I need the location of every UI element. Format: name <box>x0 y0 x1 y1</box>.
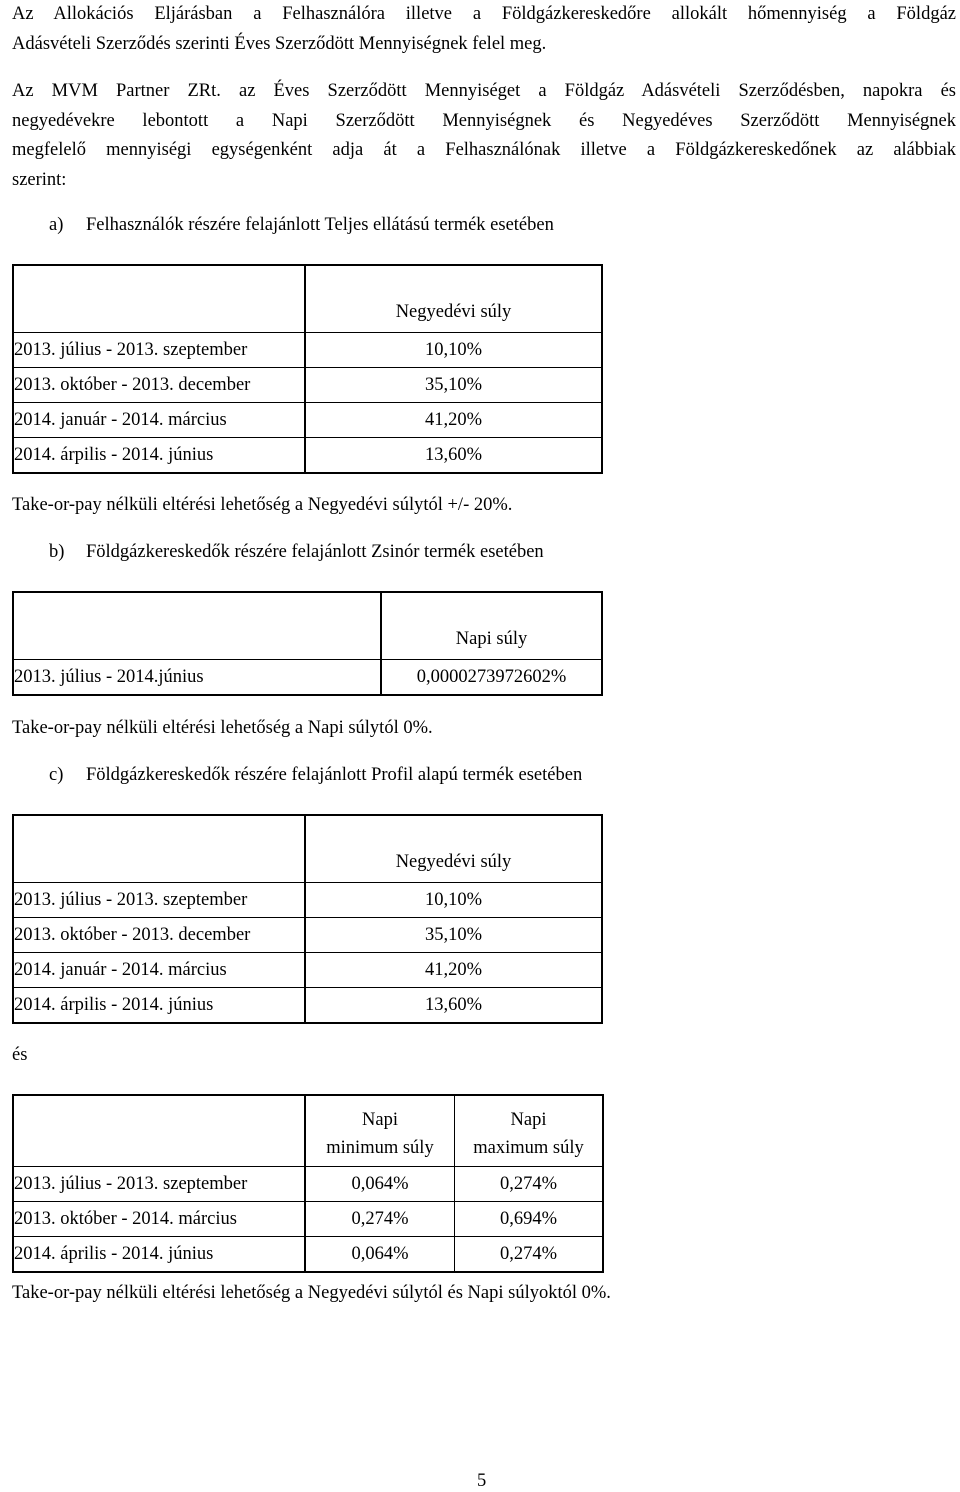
value-cell: 10,10% <box>305 333 602 368</box>
period-cell: 2013. október - 2013. december <box>13 918 305 953</box>
period-cell: 2013. július - 2013. szeptember <box>13 333 305 368</box>
intro-paragraph-1 <box>12 0 956 59</box>
section-title: Felhasználók részére felajánlott Teljes ellátású termék esetében <box>86 215 554 235</box>
daily-min-max-table <box>12 1094 604 1273</box>
table-row <box>13 660 602 696</box>
period-cell: 2014. január - 2014. március <box>13 403 305 438</box>
min-cell: 0,274% <box>305 1202 455 1237</box>
period-cell: 2013. július - 2013. szeptember <box>13 883 305 918</box>
min-cell: 0,064% <box>351 1244 409 1264</box>
period-cell: 2013. október - 2014. március <box>13 1202 305 1237</box>
value-cell: 35,10% <box>305 918 602 953</box>
section-a-heading <box>49 215 554 236</box>
column-header-min: Napi minimum súly <box>305 1095 455 1167</box>
table-row <box>13 403 602 438</box>
max-cell: 0,274% <box>455 1167 604 1202</box>
table-header-row <box>13 592 602 660</box>
value-cell: 41,20% <box>305 953 602 988</box>
section-c-heading <box>49 765 582 786</box>
list-label: b) <box>49 542 65 562</box>
table-header-row <box>13 265 602 333</box>
column-header-max: Napi maximum súly <box>455 1095 604 1167</box>
tolerance-note-a: Take-or-pay nélküli eltérési lehetőség a Negyedévi súlytól +/- 20%. <box>12 495 513 515</box>
table-row <box>13 1237 603 1273</box>
table-row <box>13 988 602 1024</box>
value-cell: 13,60% <box>424 445 483 465</box>
period-cell: 2014. árpilis - 2014. június <box>13 438 305 474</box>
column-header: Napi súly <box>381 592 602 660</box>
intro-paragraph-2 <box>12 77 956 195</box>
value-cell: 13,60% <box>424 995 483 1015</box>
period-cell: 2013. október - 2013. december <box>13 368 305 403</box>
list-label: c) <box>49 765 64 785</box>
table-header-row <box>13 815 602 883</box>
period-cell: 2014. január - 2014. március <box>13 953 305 988</box>
table-row <box>13 1202 603 1237</box>
text-line: szerint: <box>12 169 67 190</box>
period-cell: 2014. április - 2014. június <box>13 1237 305 1273</box>
daily-weight-table-b <box>12 591 603 696</box>
max-cell: 0,274% <box>455 1237 604 1273</box>
table-row <box>13 368 602 403</box>
quarterly-weight-table-a <box>12 264 603 474</box>
section-b-heading <box>49 542 544 563</box>
tolerance-note-c: Take-or-pay nélküli eltérési lehetőség a Negyedévi súlytól és Napi súlyoktól 0%. <box>12 1283 611 1303</box>
quarterly-weight-table-c <box>12 814 603 1024</box>
min-cell: 0,064% <box>305 1167 455 1202</box>
table-row <box>13 918 602 953</box>
text-line: Az Allokációs Eljárásban a Felhasználóra illetve a Földgázkereskedőre allokált hőmennyiség a Földgáz <box>12 4 956 24</box>
table-row <box>13 438 602 474</box>
column-header: Negyedévi súly <box>305 265 602 333</box>
table-row <box>13 1167 603 1202</box>
value-cell: 10,10% <box>305 883 602 918</box>
value-cell: 35,10% <box>305 368 602 403</box>
text-line: negyedévekre lebontott a Napi Szerződött Mennyiségnek és Negyedéves Szerződött Mennyiségnek <box>12 110 956 131</box>
connector-text: és <box>12 1045 28 1065</box>
column-header: Negyedévi súly <box>305 815 602 883</box>
list-label: a) <box>49 215 64 235</box>
section-title: Földgázkereskedők részére felajánlott Profil alapú termék esetében <box>86 765 583 785</box>
period-cell: 2013. július - 2013. szeptember <box>13 1167 305 1202</box>
period-cell: 2014. árpilis - 2014. június <box>13 988 305 1024</box>
tolerance-note-b: Take-or-pay nélküli eltérési lehetőség a Napi súlytól 0%. <box>12 718 433 738</box>
table-row <box>13 883 602 918</box>
table-row <box>13 333 602 368</box>
table-header-row <box>13 1095 603 1167</box>
section-title: Földgázkereskedők részére felajánlott Zsinór termék esetében <box>86 542 544 562</box>
period-cell: 2013. július - 2014.június <box>13 660 381 696</box>
table-row <box>13 953 602 988</box>
text-line: Adásvételi Szerződés szerinti Éves Szerződött Mennyiségnek felel meg. <box>12 33 547 54</box>
text-line: Az MVM Partner ZRt. az Éves Szerződött Mennyiséget a Földgáz Adásvételi Szerződésben, napokra és <box>12 81 956 101</box>
text-line: megfelelő mennyiségi egységenként adja át a Felhasználónak illetve a Földgázkereskedőnek az alábbiak <box>12 140 956 160</box>
value-cell: 0,0000273972602% <box>416 667 567 687</box>
page-number: 5 <box>477 1471 487 1491</box>
value-cell: 41,20% <box>305 403 602 438</box>
max-cell: 0,694% <box>455 1202 604 1237</box>
